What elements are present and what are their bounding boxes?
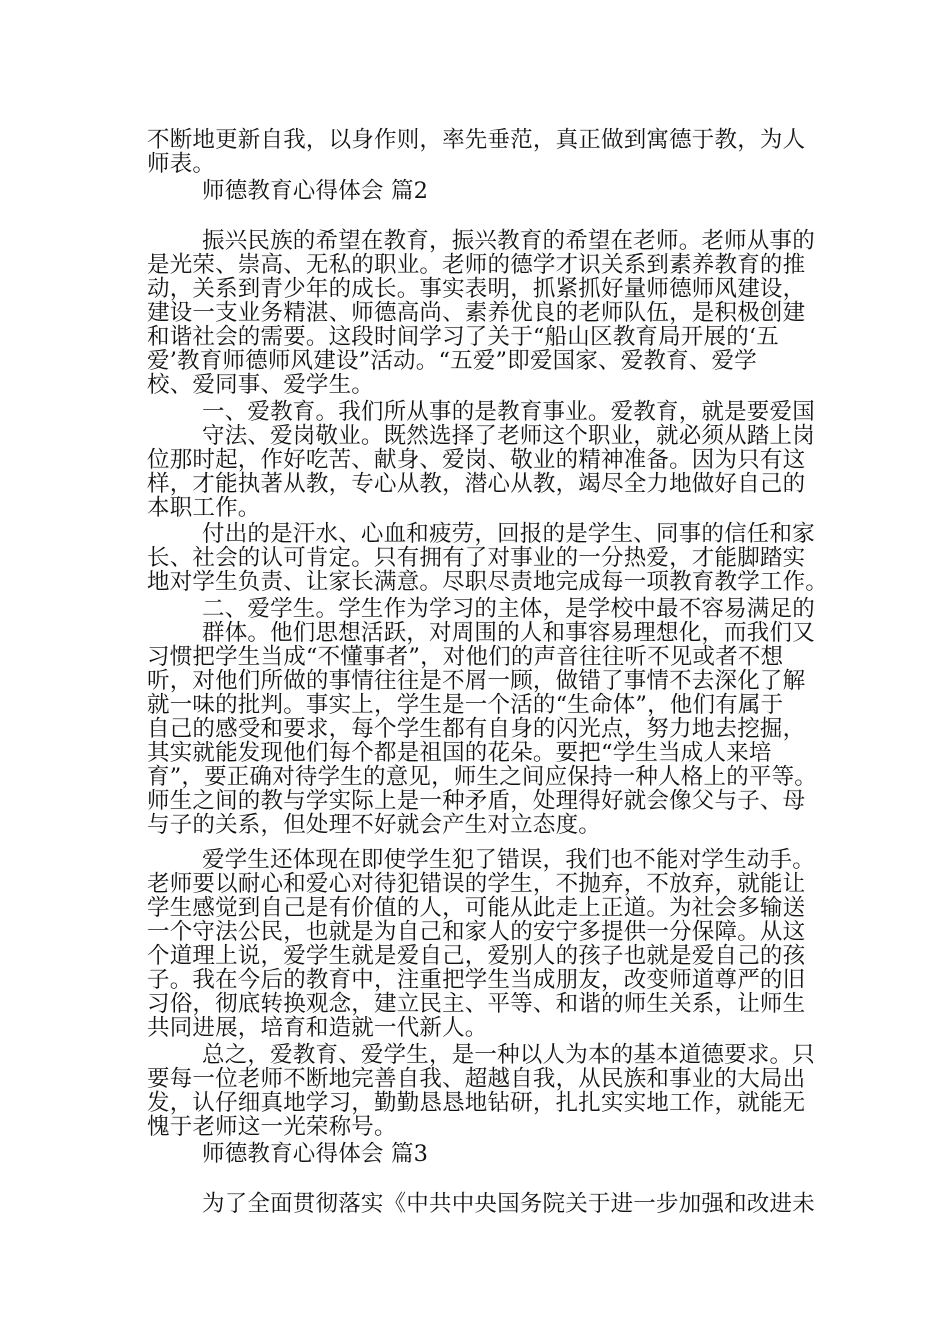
text-line: 动，关系到青少年的成长。事实表明，抓紧抓好量师德师风建设，: [147, 276, 806, 302]
text-line: 师生之间的教与学实际上是一种矛盾，处理得好就会像父与子、母: [147, 788, 806, 814]
text-line: 校、爱同事、爱学生。: [147, 372, 375, 398]
text-line: 其实就能发现他们每个都是祖国的花朵。要把“学生当成人来培: [147, 740, 772, 766]
text-line: 爱学生还体现在即使学生犯了错误，我们也不能对学生动手。: [202, 847, 815, 873]
text-line: 付出的是汗水、心血和疲劳，回报的是学生、同事的信任和家: [202, 521, 815, 547]
text-line: 振兴民族的希望在教育，振兴教育的希望在老师。老师从事的: [202, 228, 815, 254]
text-line: 习俗，彻底转换观念，建立民主、平等、和谐的师生关系，让师生: [147, 991, 806, 1017]
text-line: 二、爱学生。学生作为学习的主体，是学校中最不容易满足的: [202, 596, 815, 622]
text-line: 不断地更新自我，以身作则，率先垂范，真正做到寓德于教，为人: [147, 127, 806, 153]
text-line: 自己的感受和要求，每个学生都有自身的闪光点，努力地去挖掘，: [147, 716, 806, 742]
text-line: 老师要以耐心和爱心对待犯错误的学生，不抛弃，不放弃，就能让: [147, 871, 806, 897]
text-line: 共同进展，培育和造就一代新人。: [147, 1015, 488, 1041]
text-line: 要每一位老师不断地完善自我、超越自我，从民族和事业的大局出: [147, 1066, 806, 1092]
text-line: 群体。他们思想活跃，对周围的人和事容易理想化，而我们又: [202, 620, 815, 646]
text-line: 为了全面贯彻落实《中共中央国务院关于进一步加强和改进未: [202, 1191, 815, 1217]
text-line: 愧于老师这一光荣称号。: [147, 1114, 397, 1140]
text-line: 一个守法公民，也就是为自己和家人的安宁多提供一分保障。从这: [147, 919, 806, 945]
text-line: 一、爱教育。我们所从事的是教育事业。爱教育，就是要爱国: [202, 399, 815, 425]
text-line: 育”，要正确对待学生的意见，师生之间应保持一种人格上的平等。: [147, 764, 818, 790]
text-line: 爱’教育师德师风建设”活动。“五爱”即爱国家、爱教育、爱学: [147, 348, 757, 374]
text-line: 本职工作。: [147, 495, 261, 521]
text-line: 师表。: [147, 151, 216, 177]
text-line: 总之，爱教育、爱学生，是一种以人为本的基本道德要求。只: [202, 1042, 815, 1068]
text-line: 个道理上说，爱学生就是爱自己，爱别人的孩子也就是爱自己的孩: [147, 943, 806, 969]
text-line: 发，认仔细真地学习，勤勤恳恳地钻研，扎扎实实地工作，就能无: [147, 1090, 806, 1116]
text-line: 是光荣、崇高、无私的职业。老师的德学才识关系到素养教育的推: [147, 252, 806, 278]
text-line: 习惯把学生当成“不懂事者”，对他们的声音往往听不见或者不想: [147, 644, 784, 670]
text-line: 听，对他们所做的事情往往是不屑一顾，做错了事情不去深化了解: [147, 668, 806, 694]
text-line: 地对学生负责、让家长满意。尽职尽责地完成每一项教育教学工作。: [147, 569, 829, 595]
text-line: 就一味的批判。事实上，学生是一个活的“生命体”，他们有属于: [147, 692, 784, 718]
text-line: 样，才能执著从教，专心从教，潜心从教，竭尽全力地做好自己的: [147, 471, 806, 497]
text-line: 建设一支业务精湛、师德高尚、素养优良的老师队伍，是积极创建: [147, 300, 806, 326]
section-heading: 师德教育心得体会 篇2: [202, 178, 429, 204]
text-line: 学生感觉到自己是有价值的人，可能从此走上正道。为社会多输送: [147, 895, 806, 921]
section-heading: 师德教育心得体会 篇3: [202, 1141, 429, 1167]
text-line: 守法、爱岗敬业。既然选择了老师这个职业，就必须从踏上岗: [202, 423, 815, 449]
text-line: 长、社会的认可肯定。只有拥有了对事业的一分热爱，才能脚踏实: [147, 545, 806, 571]
text-line: 与子的关系，但处理不好就会产生对立态度。: [147, 812, 602, 838]
text-line: 位那时起，作好吃苦、献身、爱岗、敬业的精神准备。因为只有这: [147, 447, 806, 473]
text-line: 子。我在今后的教育中，注重把学生当成朋友，改变师道尊严的旧: [147, 967, 806, 993]
text-line: 和谐社会的需要。这段时间学习了关于“船山区教育局开展的‘五: [147, 324, 779, 350]
